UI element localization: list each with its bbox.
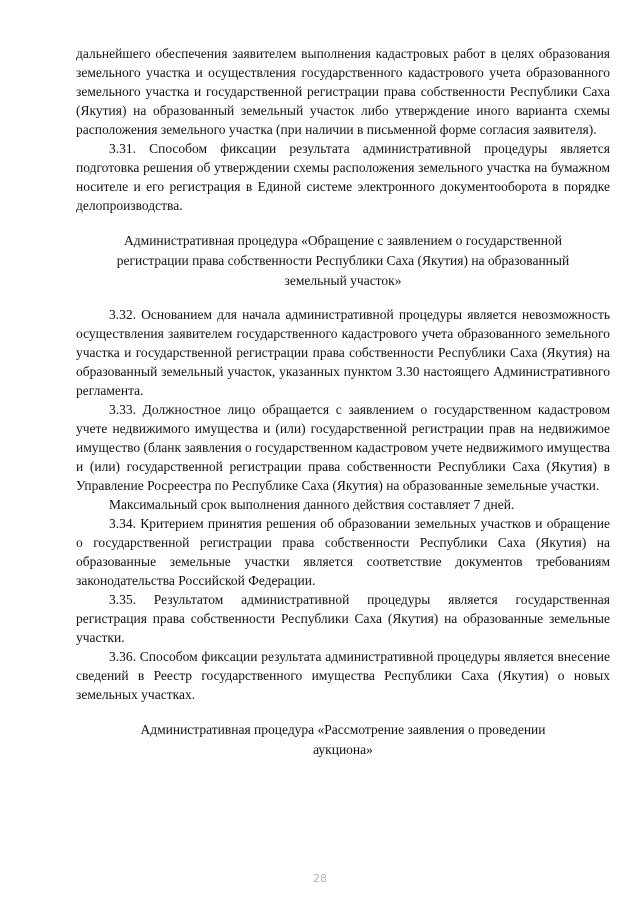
paragraph-3-35: 3.35. Результатом административной процедуры является государственная регистрация права собственности Республики Саха (Якутия) на образованные земельные участки. [76,592,610,645]
paragraph-3-31: 3.31. Способом фиксации результата административной процедуры является подготовка решения об утверждении схемы расположения земельного участка на бумажном носителе и его регистрация в Единой системе электронного документооборота в порядке делопроизводства. [76,141,610,213]
continuation-paragraph: дальнейшего обеспечения заявителем выполнения кадастровых работ в целях образования земельного участка и осуществления государственного кадастрового учета образованного земельного участка и государственной регистрации права собственности Республики Саха (Якутия) на образованный земельный участок либо утверждение иного варианта схемы расположения земельного участка (при наличии в письменной форме согласия заявителя). [76,46,610,137]
document-body [76,44,610,760]
page-number: 28 [313,872,327,885]
section-heading-registration: Административная процедура «Обращение с заявлением о государственной регистрации права собственности Республики Саха (Якутия) на образованный земельный участок» [116,233,570,288]
paragraph-3-36: 3.36. Способом фиксации результата административной процедуры является внесение сведений в Реестр государственного имущества Республики Саха (Якутия) о новых земельных участках. [76,649,610,702]
paragraph-3-33: 3.33. Должностное лицо обращается с заявлением о государственном кадастровом учете недвижимого имущества и (или) государственной регистрации прав на недвижимое имущество (бланк заявления о государственном кадастровом учете недвижимого имущества и (или) государственной регистрации права собственности Республики Саха (Якутия) в Управление Росреестра по Республике Саха (Якутия) на образованные земельные участки. [76,402,610,493]
paragraph-max-term: Максимальный срок выполнения данного действия составляет 7 дней. [109,497,515,512]
paragraph-3-32: 3.32. Основанием для начала административной процедуры является невозможность осуществления заявителем государственного кадастрового учета образованного земельного участка и государственной регистрации права собственности Республики Саха (Якутия) на образованный земельный участок, указанных пунктом 3.30 настоящего Административного регламента. [76,307,610,398]
section-heading-auction: Административная процедура «Рассмотрение заявления о проведении аукциона» [140,722,546,757]
paragraph-3-34: 3.34. Критерием принятия решения об образовании земельных участков и обращение о государственной регистрации права собственности Республики Саха (Якутия) на образованные земельные участки является соответствие документов требованиям законодательства Российской Федерации. [76,516,610,588]
